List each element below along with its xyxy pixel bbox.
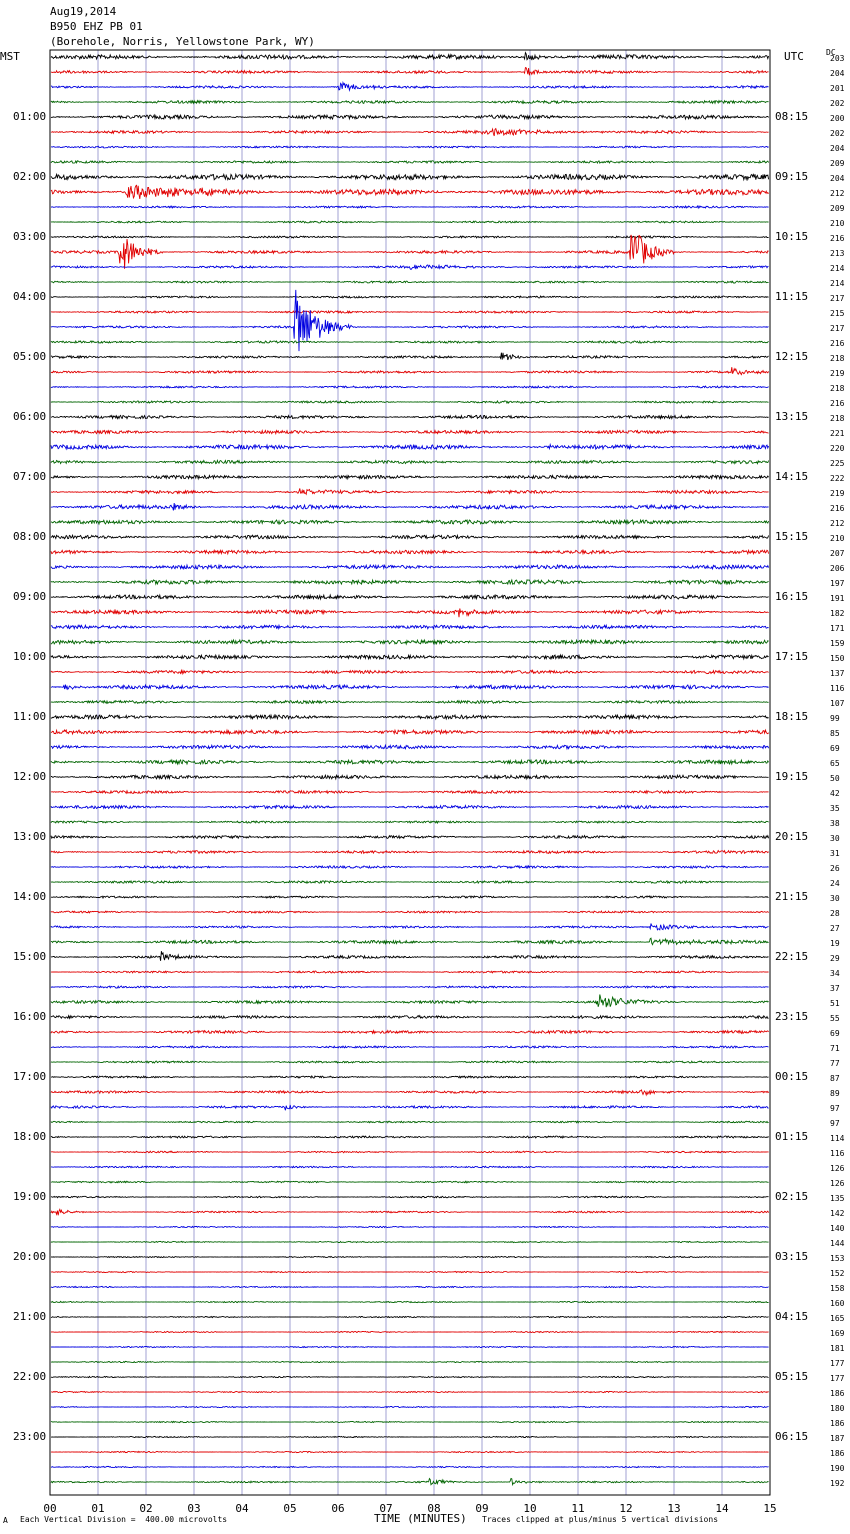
x-tick-label: 13: [667, 1502, 681, 1515]
x-tick-label: 12: [619, 1502, 633, 1515]
dc-offset-label: 19: [830, 939, 840, 948]
utc-tick-label: 01:15: [775, 1130, 809, 1143]
utc-tick-label: 06:15: [775, 1430, 809, 1443]
trace-66: [51, 1046, 769, 1048]
trace-81: [51, 1271, 769, 1272]
trace-37: [51, 609, 769, 618]
utc-tick-label: 09:15: [775, 170, 809, 183]
utc-tick-label: 20:15: [775, 830, 809, 843]
trace-77: [51, 1209, 769, 1215]
dc-offset-label: 186: [830, 1449, 845, 1458]
dc-offset-label: 209: [830, 204, 845, 213]
trace-64: [51, 1016, 769, 1019]
dc-offset-label: 225: [830, 459, 845, 468]
dc-offset-label: 182: [830, 609, 845, 618]
dc-offset-label: 55: [830, 1014, 840, 1023]
dc-offset-label: 201: [830, 84, 845, 93]
dc-offset-label: 216: [830, 339, 845, 348]
trace-47: [51, 760, 769, 764]
x-tick-label: 09: [475, 1502, 489, 1515]
dc-offset-label: 192: [830, 1479, 845, 1488]
trace-53: [51, 851, 769, 854]
dc-offset-label: 165: [830, 1314, 845, 1323]
mst-tick-label: 01:00: [13, 110, 47, 123]
dc-offset-label: 114: [830, 1134, 845, 1143]
trace-45: [51, 730, 769, 734]
x-tick-label: 01: [91, 1502, 105, 1515]
trace-83: [51, 1301, 769, 1302]
mst-tick-label: 20:00: [13, 1250, 47, 1263]
trace-93: [51, 1451, 769, 1452]
x-tick-label: 14: [715, 1502, 729, 1515]
mst-tick-label: 11:00: [13, 710, 47, 723]
trace-16: [51, 296, 769, 298]
trace-28: [51, 475, 769, 478]
trace-5: [51, 129, 769, 136]
utc-tick-label: 19:15: [775, 770, 809, 783]
trace-38: [51, 625, 769, 628]
trace-36: [51, 595, 769, 599]
dc-offset-label: 206: [830, 564, 845, 573]
mst-tick-label: 12:00: [13, 770, 47, 783]
mst-tick-label: 05:00: [13, 350, 47, 363]
trace-57: [51, 911, 769, 913]
dc-offset-label: 77: [830, 1059, 840, 1068]
trace-41: [51, 670, 769, 673]
trace-8: [51, 174, 769, 180]
trace-72: [51, 1136, 769, 1138]
trace-94: [51, 1466, 769, 1467]
dc-offset-label: 38: [830, 819, 840, 828]
footer-mark: A: [3, 1516, 8, 1525]
dc-offset-label: 218: [830, 354, 845, 363]
trace-78: [51, 1226, 769, 1227]
utc-tick-label: 16:15: [775, 590, 809, 603]
utc-tick-label: 05:15: [775, 1370, 809, 1383]
dc-offset-label: 107: [830, 699, 845, 708]
dc-offset-label: 97: [830, 1119, 840, 1128]
dc-offset-label: 180: [830, 1404, 845, 1413]
trace-92: [51, 1436, 769, 1437]
dc-offset-label: 210: [830, 219, 845, 228]
trace-79: [51, 1241, 769, 1242]
dc-offset-label: 186: [830, 1389, 845, 1398]
trace-63: [51, 995, 769, 1008]
utc-tick-label: 14:15: [775, 470, 809, 483]
trace-4: [51, 115, 769, 119]
dc-offset-label: 217: [830, 294, 845, 303]
dc-offset-label: 140: [830, 1224, 845, 1233]
dc-offset-label: 27: [830, 924, 840, 933]
dc-offset-label: 69: [830, 744, 840, 753]
x-tick-label: 11: [571, 1502, 585, 1515]
x-tick-label: 08: [427, 1502, 441, 1515]
trace-74: [51, 1166, 769, 1168]
chart-location: (Borehole, Norris, Yellowstone Park, WY): [50, 35, 315, 48]
dc-offset-label: 137: [830, 669, 845, 678]
trace-14: [51, 265, 769, 270]
trace-86: [51, 1346, 769, 1347]
dc-offset-label: 158: [830, 1284, 845, 1293]
trace-0: [51, 53, 769, 61]
dc-offset-label: 202: [830, 99, 845, 108]
footer-xlabel: TIME (MINUTES): [374, 1512, 467, 1525]
dc-offset-label: 218: [830, 384, 845, 393]
dc-offset-label: 116: [830, 684, 845, 693]
dc-offset-label: 29: [830, 954, 840, 963]
chart-date: Aug19,2014: [50, 5, 117, 18]
trace-27: [51, 460, 769, 463]
mst-tick-label: 22:00: [13, 1370, 47, 1383]
trace-82: [51, 1286, 769, 1287]
dc-offset-label: 116: [830, 1149, 845, 1158]
dc-offset-label: 50: [830, 774, 840, 783]
mst-tick-label: 03:00: [13, 230, 47, 243]
dc-offset-label: 160: [830, 1299, 845, 1308]
dc-offset-label: 200: [830, 114, 845, 123]
dc-offset-label: 204: [830, 144, 845, 153]
dc-offset-label: 126: [830, 1179, 845, 1188]
trace-32: [51, 535, 769, 539]
dc-offset-label: 34: [830, 969, 840, 978]
trace-70: [51, 1105, 769, 1110]
dc-offset-label: 159: [830, 639, 845, 648]
dc-offset-label: 204: [830, 69, 845, 78]
trace-13: [51, 235, 769, 269]
trace-54: [51, 866, 769, 868]
dc-offset-label: 150: [830, 654, 845, 663]
trace-75: [51, 1181, 769, 1183]
dc-offset-label: 222: [830, 474, 845, 483]
trace-52: [51, 836, 769, 839]
utc-tick-label: 02:15: [775, 1190, 809, 1203]
dc-offset-label: 212: [830, 519, 845, 528]
x-tick-label: 10: [523, 1502, 537, 1515]
mst-tick-label: 08:00: [13, 530, 47, 543]
dc-offset-label: 187: [830, 1434, 845, 1443]
trace-7: [51, 161, 769, 163]
dc-offset-label: 181: [830, 1344, 845, 1353]
trace-87: [51, 1361, 769, 1362]
x-tick-label: 02: [139, 1502, 153, 1515]
mst-axis-title: MST: [0, 50, 20, 63]
utc-tick-label: 04:15: [775, 1310, 809, 1323]
trace-69: [51, 1090, 769, 1095]
utc-tick-label: 17:15: [775, 650, 809, 663]
dc-offset-label: 215: [830, 309, 845, 318]
dc-offset-label: 219: [830, 369, 845, 378]
dc-offset-label: 186: [830, 1419, 845, 1428]
dc-offset-label: 28: [830, 909, 840, 918]
trace-71: [51, 1121, 769, 1123]
mst-tick-label: 02:00: [13, 170, 47, 183]
chart-station: B950 EHZ PB 01: [50, 20, 143, 33]
trace-88: [51, 1376, 769, 1377]
trace-65: [51, 1031, 769, 1034]
trace-95: [51, 1479, 769, 1485]
trace-60: [51, 951, 769, 961]
utc-tick-label: 23:15: [775, 1010, 809, 1023]
utc-tick-label: 18:15: [775, 710, 809, 723]
x-tick-label: 15: [763, 1502, 777, 1515]
trace-9: [51, 185, 769, 199]
mst-tick-label: 04:00: [13, 290, 47, 303]
trace-59: [51, 938, 769, 944]
dc-offset-label: 144: [830, 1239, 845, 1248]
trace-35: [51, 580, 769, 584]
trace-2: [51, 83, 769, 91]
trace-19: [51, 341, 769, 343]
dc-offset-label: 217: [830, 324, 845, 333]
dc-offset-label: 197: [830, 579, 845, 588]
trace-42: [51, 685, 769, 690]
dc-offset-label: 169: [830, 1329, 845, 1338]
dc-offset-label: 191: [830, 594, 845, 603]
trace-3: [51, 101, 769, 104]
trace-25: [51, 431, 769, 434]
trace-50: [51, 806, 769, 809]
trace-73: [51, 1151, 769, 1153]
dc-offset-label: 216: [830, 399, 845, 408]
dc-offset-label: 190: [830, 1464, 845, 1473]
mst-tick-label: 23:00: [13, 1430, 47, 1443]
dc-offset-label: 216: [830, 504, 845, 513]
dc-offset-label: 213: [830, 249, 845, 258]
utc-tick-label: 15:15: [775, 530, 809, 543]
trace-46: [51, 745, 769, 748]
mst-tick-label: 14:00: [13, 890, 47, 903]
trace-group: [51, 53, 769, 1485]
dc-offset-label: 214: [830, 264, 845, 273]
dc-offset-label: 26: [830, 864, 840, 873]
dc-offset-label: 99: [830, 714, 840, 723]
x-tick-label: 04: [235, 1502, 249, 1515]
trace-56: [51, 896, 769, 898]
dc-offset-label: 87: [830, 1074, 840, 1083]
trace-44: [51, 715, 769, 719]
dc-offset-label: 85: [830, 729, 840, 738]
dc-offset-label: 207: [830, 549, 845, 558]
dc-offset-label: 35: [830, 804, 840, 813]
mst-tick-label: 21:00: [13, 1310, 47, 1323]
dc-offset-label: 126: [830, 1164, 845, 1173]
dc-offset-label: 42: [830, 789, 840, 798]
dc-offset-label: 177: [830, 1359, 845, 1368]
mst-tick-label: 13:00: [13, 830, 47, 843]
dc-offset-label: 219: [830, 489, 845, 498]
dc-offset-label: 97: [830, 1104, 840, 1113]
dc-offset-label: 212: [830, 189, 845, 198]
trace-76: [51, 1196, 769, 1198]
mst-tick-label: 17:00: [13, 1070, 47, 1083]
dc-offset-label: 51: [830, 999, 840, 1008]
dc-offset-label: 153: [830, 1254, 845, 1263]
dc-offset-label: 220: [830, 444, 845, 453]
trace-15: [51, 281, 769, 283]
dc-offset-label: 209: [830, 159, 845, 168]
dc-offset-label: 203: [830, 54, 845, 63]
mst-tick-label: 06:00: [13, 410, 47, 423]
trace-31: [51, 520, 769, 524]
dc-offset-label: 152: [830, 1269, 845, 1278]
dc-offset-label: 71: [830, 1044, 840, 1053]
utc-tick-label: 03:15: [775, 1250, 809, 1263]
utc-tick-label: 08:15: [775, 110, 809, 123]
footer-scale-note: Each Vertical Division = 400.00 microvolts: [20, 1515, 228, 1524]
dc-offset-label: 177: [830, 1374, 845, 1383]
trace-68: [51, 1076, 769, 1078]
trace-24: [51, 415, 769, 418]
trace-1: [51, 68, 769, 76]
dc-offset-label: 221: [830, 429, 845, 438]
x-tick-label: 06: [331, 1502, 345, 1515]
x-tick-label: 05: [283, 1502, 297, 1515]
dc-offset-label: 135: [830, 1194, 845, 1203]
trace-23: [51, 401, 769, 403]
trace-21: [51, 367, 769, 374]
trace-80: [51, 1256, 769, 1257]
mst-tick-label: 18:00: [13, 1130, 47, 1143]
mst-tick-label: 19:00: [13, 1190, 47, 1203]
dc-offset-label: 69: [830, 1029, 840, 1038]
dc-offset-label: 65: [830, 759, 840, 768]
utc-tick-label: 21:15: [775, 890, 809, 903]
mst-tick-label: 10:00: [13, 650, 47, 663]
trace-55: [51, 881, 769, 883]
utc-tick-label: 00:15: [775, 1070, 809, 1083]
trace-85: [51, 1331, 769, 1332]
dc-offset-label: 37: [830, 984, 840, 993]
trace-49: [51, 791, 769, 794]
dc-offset-label: 89: [830, 1089, 840, 1098]
trace-10: [51, 206, 769, 208]
trace-67: [51, 1061, 769, 1063]
trace-91: [51, 1421, 769, 1422]
dc-offset-label: 30: [830, 834, 840, 843]
trace-51: [51, 821, 769, 823]
dc-offset-label: 24: [830, 879, 840, 888]
trace-40: [51, 655, 769, 659]
dc-axis-title: DC: [826, 48, 836, 57]
dc-offset-label: 202: [830, 129, 845, 138]
trace-30: [51, 503, 769, 510]
trace-22: [51, 386, 769, 388]
trace-89: [51, 1391, 769, 1392]
mst-tick-label: 07:00: [13, 470, 47, 483]
mst-tick-label: 09:00: [13, 590, 47, 603]
utc-axis-title: UTC: [784, 50, 804, 63]
mst-tick-label: 15:00: [13, 950, 47, 963]
utc-tick-label: 22:15: [775, 950, 809, 963]
dc-offset-label: 30: [830, 894, 840, 903]
utc-tick-label: 12:15: [775, 350, 809, 363]
dc-offset-label: 142: [830, 1209, 845, 1218]
trace-58: [51, 924, 769, 930]
trace-84: [51, 1316, 769, 1317]
dc-offset-label: 171: [830, 624, 845, 633]
trace-26: [51, 445, 769, 450]
trace-39: [51, 640, 769, 644]
x-tick-label: 03: [187, 1502, 201, 1515]
trace-43: [51, 701, 769, 704]
utc-tick-label: 10:15: [775, 230, 809, 243]
x-tick-label: 07: [379, 1502, 393, 1515]
dc-offset-label: 204: [830, 174, 845, 183]
trace-62: [51, 986, 769, 988]
trace-61: [51, 971, 769, 973]
dc-offset-label: 218: [830, 414, 845, 423]
x-tick-label: 00: [43, 1502, 57, 1515]
utc-tick-label: 11:15: [775, 290, 809, 303]
trace-29: [51, 488, 769, 494]
trace-11: [51, 221, 769, 223]
dc-offset-label: 31: [830, 849, 840, 858]
dc-offset-label: 216: [830, 234, 845, 243]
trace-6: [51, 146, 769, 148]
dc-offset-label: 210: [830, 534, 845, 543]
trace-90: [51, 1406, 769, 1407]
utc-tick-label: 13:15: [775, 410, 809, 423]
trace-48: [51, 775, 769, 779]
trace-20: [51, 353, 769, 360]
trace-12: [51, 236, 769, 238]
trace-34: [51, 565, 769, 569]
trace-17: [51, 311, 769, 313]
trace-33: [51, 550, 769, 554]
footer-clip-note: Traces clipped at plus/minus 5 vertical divisions: [482, 1515, 719, 1524]
dc-offset-label: 214: [830, 279, 845, 288]
mst-tick-label: 16:00: [13, 1010, 47, 1023]
